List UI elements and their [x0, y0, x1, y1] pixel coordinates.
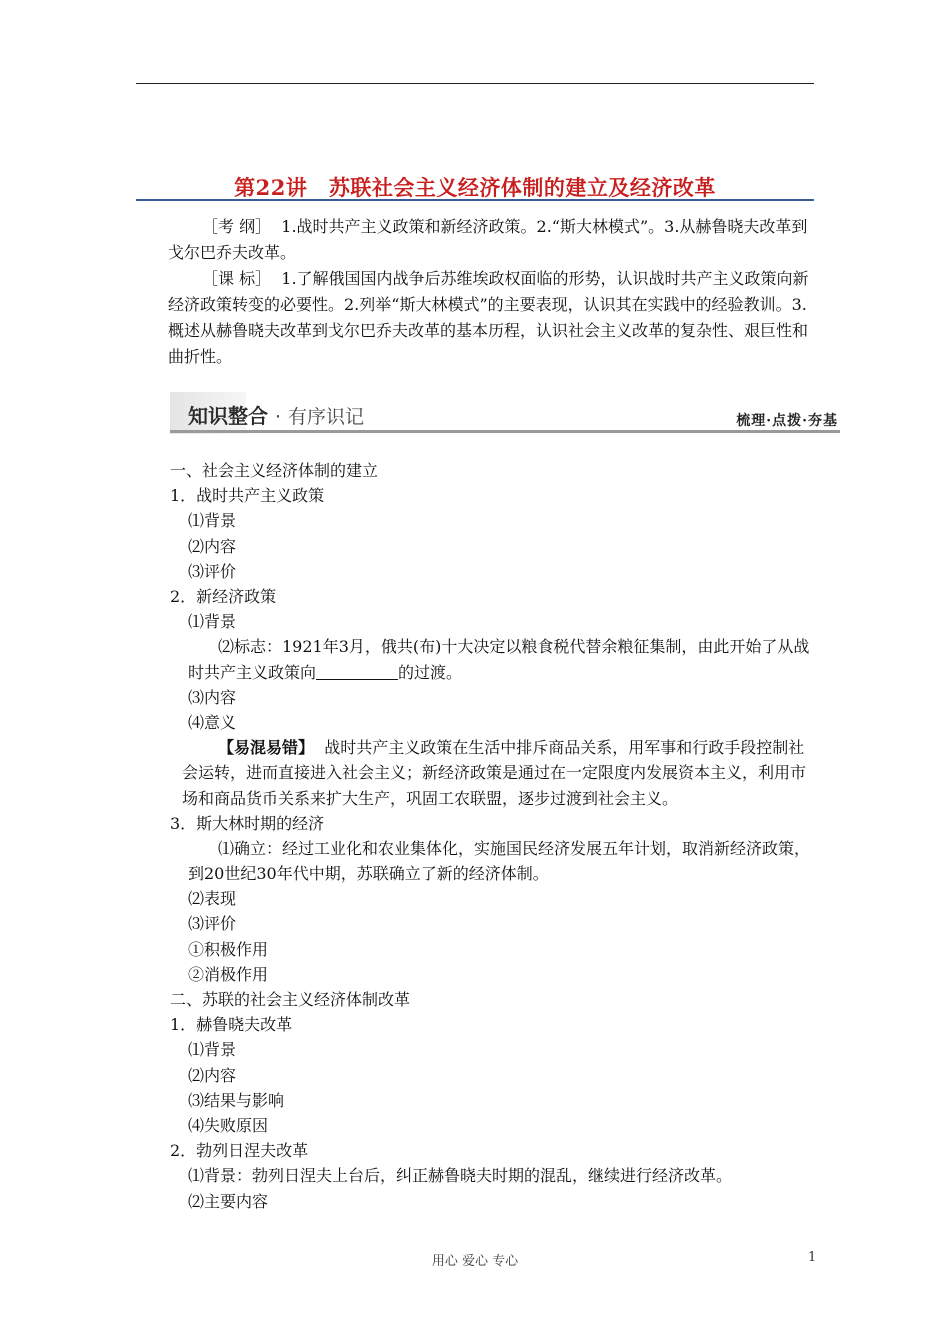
- title-underline: [136, 199, 814, 201]
- outline-item: ⑴背景: [188, 612, 237, 632]
- lesson-title: 第22讲 苏联社会主义经济体制的建立及经济改革: [234, 175, 716, 200]
- outline-subitem: ②消极作用: [188, 964, 269, 984]
- banner-dot: ·: [274, 406, 282, 428]
- outline-item: ⑷失败原因: [188, 1115, 269, 1135]
- banner-rule: [170, 430, 840, 433]
- fill-text-after: 的过渡。: [398, 662, 463, 682]
- kebiao-text: 1.了解俄国国内战争后苏维埃政权面临的形势，认识战时共产主义政策向新经济政策转变的必要性。2.列举“斯大林模式”的主要表现，认识其在实践中的经验教训。3.概述从赫鲁晓夫改革到戈尔巴乔夫改革的基本历程，认识社会主义改革的复杂性、艰巨性和曲折性。: [168, 269, 809, 366]
- outline-item: ⑶内容: [188, 687, 237, 707]
- outline-item-with-blank: [170, 634, 820, 684]
- outline-item: ⑶评价: [188, 561, 237, 581]
- subsection-heading: 1．赫鲁晓夫改革: [170, 1015, 293, 1035]
- kaogang-text: 1.战时共产主义政策和新经济政策。2.“斯大林模式”。3.从赫鲁晓夫改革到戈尔巴乔夫改革。: [168, 217, 808, 262]
- outline-item: ⑵内容: [188, 1065, 237, 1085]
- subsection-heading: 3．斯大林时期的经济: [170, 813, 325, 833]
- tip-paragraph: [170, 735, 820, 811]
- outline-subitem: ①积极作用: [188, 939, 269, 959]
- subsection-heading: 1．战时共产主义政策: [170, 486, 325, 506]
- kebiao-label: ［课 标］: [202, 269, 272, 288]
- kebiao-paragraph: [168, 266, 816, 370]
- subsection-heading: 2．勃列日涅夫改革: [170, 1141, 309, 1161]
- kaogang-label: ［考 纲］: [202, 217, 272, 236]
- outline-item: ⑶评价: [188, 914, 237, 934]
- page-number: 1: [808, 1250, 817, 1265]
- banner-main-text: 知识整合: [188, 404, 268, 428]
- banner-heading: [188, 400, 364, 429]
- subsection-heading: 2．新经济政策: [170, 586, 277, 606]
- outline-item: ⑶结果与影响: [188, 1090, 285, 1110]
- kaogang-paragraph: [168, 214, 816, 266]
- section-banner: [170, 392, 840, 434]
- outline-item: ⑵主要内容: [188, 1191, 269, 1211]
- outline-item: ⑷意义: [188, 712, 237, 732]
- section-heading: 二、苏联的社会主义经济体制改革: [170, 990, 411, 1010]
- knowledge-outline: [170, 458, 820, 1214]
- section-heading: 一、社会主义经济体制的建立: [170, 461, 379, 480]
- header-rule: [136, 83, 814, 84]
- outline-item: ⑵表现: [188, 889, 237, 909]
- fill-text-before: ⑵标志：1921年3月，俄共(布)十大决定以粮食税代替余粮征集制，由此开始了从战时共产主义政策向: [188, 637, 810, 682]
- outline-item: ⑴确立：经过工业化和农业集体化，实施国民经济发展五年计划，取消新经济政策，到20世纪30年代中期，苏联确立了新的经济体制。: [188, 838, 811, 884]
- footer-slogan: 用心 爱心 专心: [431, 1254, 519, 1269]
- banner-tagline: 梳理·点拨·夯基: [736, 413, 838, 429]
- banner-sub-text: 有序识记: [287, 406, 364, 428]
- tip-label: 【易混易错】: [218, 738, 315, 758]
- outline-item: ⑴背景: [188, 1040, 237, 1060]
- fill-in-blank[interactable]: [316, 663, 398, 680]
- outline-item: ⑴背景：勃列日涅夫上台后，纠正赫鲁晓夫时期的混乱，继续进行经济改革。: [188, 1166, 733, 1186]
- outline-item: ⑵内容: [188, 536, 237, 556]
- outline-item: ⑴背景: [188, 511, 237, 531]
- tip-text: 战时共产主义政策在生活中排斥商品关系，用军事和行政手段控制社会运转，进而直接进入社会主义；新经济政策是通过在一定限度内发展资本主义，利用市场和商品货币关系来扩大生产，巩固工农联盟，逐步过渡到社会主义。: [182, 738, 807, 808]
